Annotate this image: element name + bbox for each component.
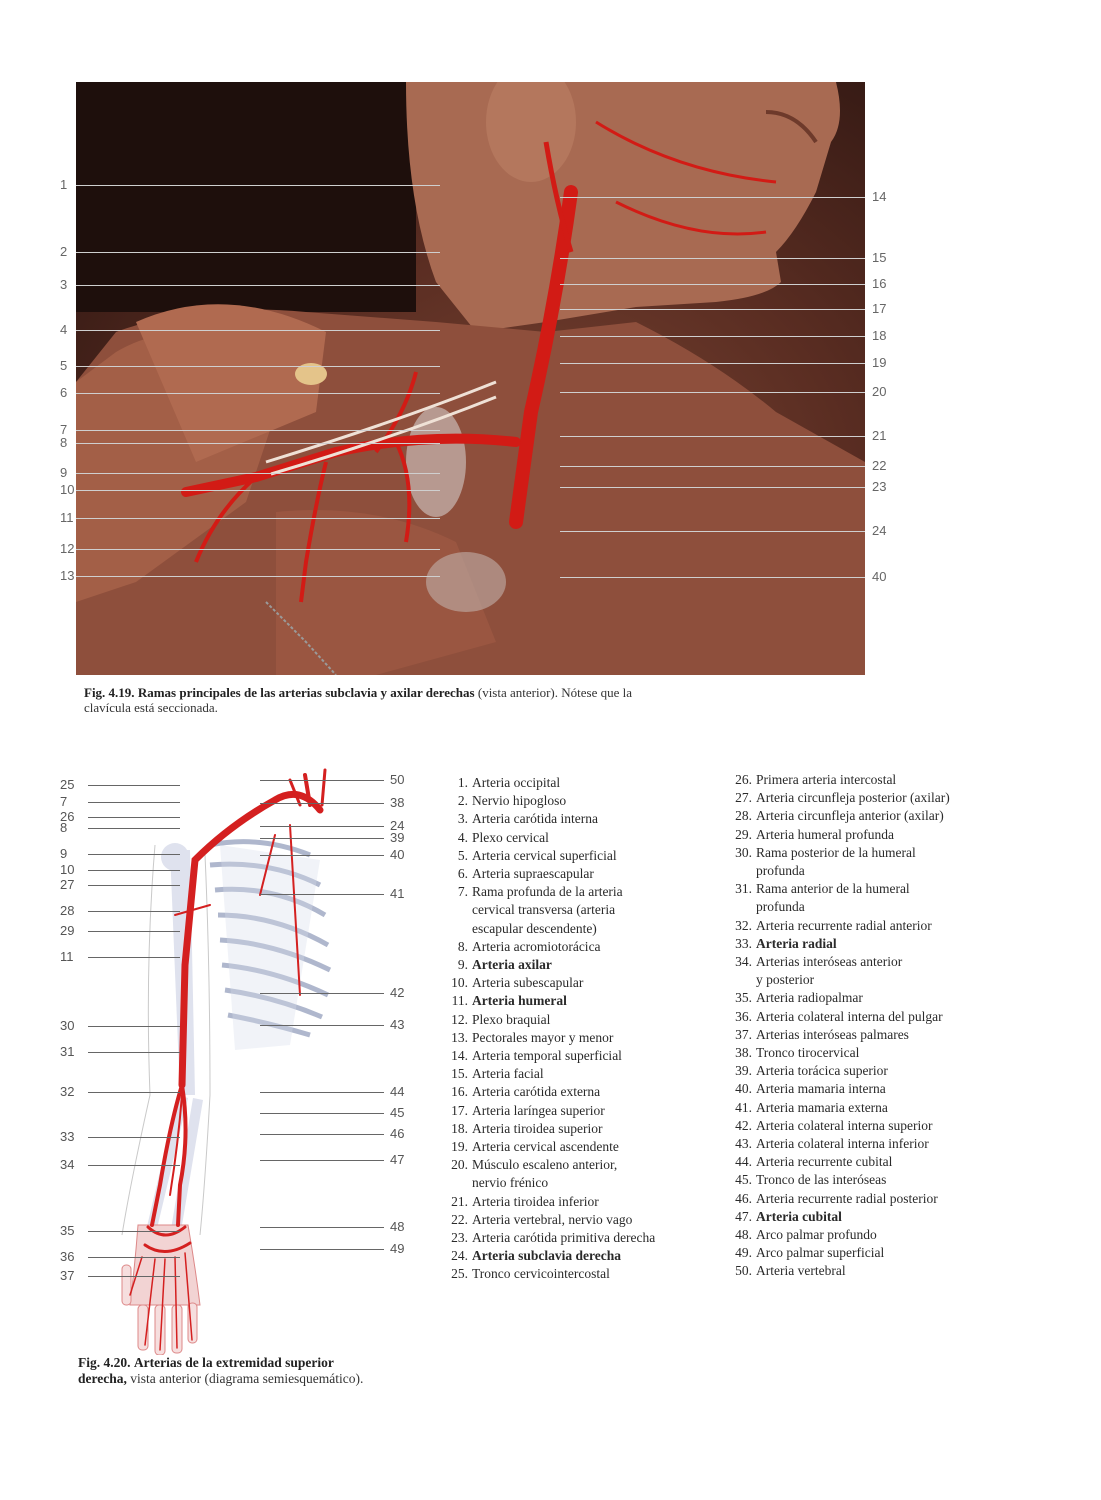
leader-number: 3 [60,277,68,292]
legend-item-number: 30. [735,844,752,860]
diagram-leader-number: 31 [60,1044,75,1059]
legend-item-number: 8. [457,938,468,954]
legend-item-number: 7. [457,884,468,900]
legend-column-2 [730,771,1050,1281]
legend-item-number: 1. [457,775,468,790]
legend-item-number: 9. [457,957,468,973]
leader-number: 17 [872,301,887,316]
legend-item-number: 19. [451,1139,468,1155]
legend-item [730,844,1050,862]
legend-item [730,880,1050,898]
diagram-leader-number: 38 [390,795,405,810]
legend-item-number: 14. [451,1048,468,1064]
legend-item-number: 16. [451,1084,468,1100]
diagram-leader-line [88,1257,180,1258]
legend-item-text: Arteria colateral interna inferior [756,1136,929,1152]
diagram-leader-line [88,1137,180,1138]
legend-item-number: 20. [451,1157,468,1173]
leader-number: 19 [872,355,887,370]
diagram-leader-number: 29 [60,923,75,938]
diagram-leader-line [260,1134,384,1135]
legend-item-number: 45. [735,1172,752,1188]
fig419-caption-bold: Ramas principales de las arterias subclavia y axilar derechas [137,685,475,700]
legend-item-text: Arteria mamaria interna [756,1081,886,1097]
legend-item [730,971,1050,989]
leader-line [560,466,865,467]
diagram-leader-number: 8 [60,820,68,835]
legend-item [446,901,726,919]
legend-item-text: Arteria occipital [472,775,561,790]
legend-item-number: 43. [735,1136,752,1152]
leader-number: 23 [872,479,887,494]
legend-item [446,1193,726,1211]
diagram-leader-number: 39 [390,830,405,845]
leader-line [76,366,440,367]
legend-item [730,1099,1050,1117]
fig420-caption-rest: vista anterior (diagrama semiesquemático). [126,1371,364,1386]
diagram-leader-line [88,931,180,932]
diagram-leader-number: 46 [390,1126,405,1141]
legend-item-text: Arteria carótida primitiva derecha [472,1230,656,1246]
legend-item-text: Plexo cervical [472,829,549,845]
legend-item-number: 13. [451,1029,468,1045]
leader-line [76,473,440,474]
diagram-leader-number: 36 [60,1249,75,1264]
legend-item [446,1011,726,1029]
leader-line [560,531,865,532]
diagram-leader-number: 30 [60,1018,75,1033]
legend-item [446,1120,726,1138]
legend-item-text: Músculo escaleno anterior, [472,1157,618,1173]
diagram-leader-line [260,1249,384,1250]
legend-item [730,1244,1050,1262]
diagram-leader-line [88,885,180,886]
diagram-leader-line [88,1276,180,1277]
diagram-leader-line [260,1227,384,1228]
leader-line [76,549,440,550]
diagram-leader-line [88,1231,180,1232]
legend-item-text: Arteria colateral interna superior [756,1117,933,1133]
legend-item [446,847,726,865]
legend-item-text: Arteria tiroidea superior [472,1120,603,1136]
diagram-leader-number: 33 [60,1129,75,1144]
legend-item-text: Tronco tirocervical [756,1045,860,1061]
fig419-caption [84,685,644,715]
legend-item-text: Arteria temporal superficial [472,1048,622,1064]
leader-line [560,487,865,488]
diagram-leader-line [88,1052,180,1053]
legend-item-number: 6. [457,866,468,882]
diagram-leader-number: 47 [390,1152,405,1167]
leader-line [76,443,440,444]
leader-number: 16 [872,276,887,291]
legend-item-text: Arteria cervical ascendente [472,1139,619,1155]
legend-item-text: Arteria cervical superficial [472,847,617,863]
diagram-leader-number: 24 [390,818,405,833]
legend-item-text: Arteria laríngea superior [472,1102,605,1118]
legend-item [446,883,726,901]
dissection-photo [76,82,865,675]
legend-item-number: 41. [735,1099,752,1115]
legend-item-number: 18. [451,1120,468,1136]
diagram-leader-line [260,803,384,804]
legend-item-number: 5. [457,847,468,863]
legend-item [446,1047,726,1065]
legend-item-text: Rama posterior de la humeral [756,844,916,860]
legend-item-text: Arteria radial [756,935,837,951]
diagram-leader-line [260,1113,384,1114]
fig420-caption-label: Fig. 4.20. [78,1355,131,1370]
legend-item [730,771,1050,789]
diagram-leader-line [260,826,384,827]
diagram-leader-line [260,780,384,781]
legend-item [446,1174,726,1192]
legend-item-number [730,971,756,989]
legend-item-text: Rama anterior de la humeral [756,881,910,897]
leader-number: 12 [60,541,75,556]
legend-item [730,1262,1050,1280]
legend-column-1 [446,774,726,1284]
legend-item-text: nervio frénico [472,1175,549,1191]
diagram-leader-number: 40 [390,847,405,862]
leader-number: 7 [60,422,68,437]
legend-item-text: Arteria vertebral, nervio vago [472,1211,633,1227]
dissection-illustration [76,82,865,675]
leader-line [560,258,865,259]
legend-item [730,1008,1050,1026]
legend-item-text: Arteria circunfleja anterior (axilar) [756,808,944,824]
legend-item-number: 46. [735,1190,752,1206]
legend-item-text: Arteria vertebral [756,1263,846,1279]
leader-line [560,336,865,337]
legend-item-text: y posterior [756,972,815,988]
legend-item [730,862,1050,880]
legend-item [730,1080,1050,1098]
legend-item-number [446,920,472,938]
legend-item [446,938,726,956]
legend-item-number: 22. [451,1211,468,1227]
legend-item [730,1062,1050,1080]
legend-item [446,792,726,810]
legend-item [446,920,726,938]
diagram-leader-line [88,854,180,855]
leader-line [76,430,440,431]
diagram-leader-line [260,993,384,994]
legend-item-text: Tronco cervicointercostal [472,1266,610,1282]
leader-line [76,393,440,394]
diagram-leader-number: 41 [390,886,405,901]
legend-item-number: 4. [457,829,468,845]
legend-item-number [446,1174,472,1192]
legend-item-text: Arterias interóseas anterior [756,954,903,970]
legend-item [446,1229,726,1247]
legend-item-number [730,862,756,880]
legend-item-text: Arteria carótida externa [472,1084,601,1100]
legend-item [446,774,726,792]
leader-number: 22 [872,458,887,473]
fig419-caption-label: Fig. 4.19. [84,685,135,700]
diagram-leader-number: 43 [390,1017,405,1032]
legend-item [730,826,1050,844]
legend-item-number: 38. [735,1045,752,1061]
legend-item-text: Arco palmar superficial [756,1245,885,1261]
legend-item [730,935,1050,953]
leader-number: 6 [60,385,68,400]
diagram-leader-number: 27 [60,877,75,892]
leader-number: 1 [60,177,68,192]
legend-item-number: 36. [735,1008,752,1024]
legend-item-text: Arteria radiopalmar [756,990,863,1006]
legend-item-number [730,898,756,916]
legend-item-number [446,901,472,919]
leader-line [76,490,440,491]
diagram-leader-line [88,828,180,829]
leader-number: 21 [872,428,887,443]
legend-item-text: Arteria subclavia derecha [472,1248,621,1264]
diagram-leader-line [88,802,180,803]
legend-item [730,1044,1050,1062]
legend-item-number: 23. [451,1230,468,1246]
legend-item [730,1117,1050,1135]
leader-line [560,284,865,285]
legend-item-number: 28. [735,808,752,824]
legend-item-number: 24. [451,1248,468,1264]
leader-number: 24 [872,523,887,538]
diagram-leader-number: 11 [60,949,74,964]
legend-item-text: profunda [756,863,805,879]
legend-item-text: Rama profunda de la arteria [472,884,623,900]
legend-item-number: 31. [735,881,752,897]
legend-item [446,1138,726,1156]
legend-item-text: Plexo braquial [472,1011,551,1027]
leader-number: 9 [60,465,68,480]
legend-item-number: 21. [451,1193,468,1209]
leader-number: 14 [872,189,887,204]
legend-item [730,1135,1050,1153]
legend-item-number: 35. [735,990,752,1006]
legend-item-number: 12. [451,1011,468,1027]
diagram-leader-number: 48 [390,1219,405,1234]
legend-item-text: Arco palmar profundo [756,1227,877,1243]
leader-number: 5 [60,358,68,373]
legend-item-text: Arteria carótida interna [472,811,598,827]
legend-item-text: Arteria recurrente radial anterior [756,917,932,933]
diagram-leader-number: 7 [60,794,68,809]
legend-item-number: 17. [451,1102,468,1118]
legend-item-text: Tronco de las interóseas [756,1172,887,1188]
leader-line [76,285,440,286]
legend-item-text: Arteria circunfleja posterior (axilar) [756,790,950,806]
legend-item-text: Arteria torácica superior [756,1063,888,1079]
leader-line [76,185,440,186]
diagram-leader-line [260,1092,384,1093]
diagram-leader-line [260,1160,384,1161]
legend-item [730,989,1050,1007]
diagram-leader-line [88,957,180,958]
legend-item-text: Arteria humeral [472,993,567,1009]
legend-item-text: Arteria humeral profunda [756,826,894,842]
legend-item-number: 25. [451,1266,468,1282]
diagram-leader-number: 26 [60,809,75,824]
legend-item-text: Nervio hipogloso [472,793,567,809]
legend-item [446,1211,726,1229]
leader-line [76,576,440,577]
diagram-leader-number: 44 [390,1084,405,1099]
legend-item [446,810,726,828]
legend-item-text: Arteria tiroidea inferior [472,1193,599,1209]
legend-item [446,1102,726,1120]
legend-item-text: Arteria cubital [756,1208,842,1224]
leader-number: 2 [60,244,68,259]
leader-number: 4 [60,322,68,337]
legend-item [730,1208,1050,1226]
leader-number: 8 [60,435,68,450]
legend-item-number: 15. [451,1066,468,1082]
legend-item-number: 39. [735,1063,752,1079]
legend-item [730,789,1050,807]
legend-item-number: 37. [735,1026,752,1042]
diagram-leader-line [88,911,180,912]
legend-item [730,1026,1050,1044]
legend-item-number: 32. [735,917,752,933]
diagram-leader-number: 37 [60,1268,75,1283]
leader-number: 18 [872,328,887,343]
diagram-leader-number: 45 [390,1105,405,1120]
legend-item [446,956,726,974]
legend-item-text: Primera arteria intercostal [756,772,897,787]
leader-line [560,392,865,393]
legend-item [730,1171,1050,1189]
diagram-leader-number: 42 [390,985,405,1000]
diagram-leader-number: 10 [60,862,75,877]
fig419-caption-rest: (vista anterior). Nótese que la clavícula está seccionada. [84,685,632,715]
legend-item-number: 33. [735,935,752,951]
leader-line [76,252,440,253]
legend-item-text: escapular descendente) [472,920,597,936]
legend-item-number: 48. [735,1227,752,1243]
legend-item [730,917,1050,935]
diagram-leader-number: 49 [390,1241,405,1256]
leader-number: 20 [872,384,887,399]
diagram-leader-line [88,1026,180,1027]
legend-item-number: 44. [735,1154,752,1170]
leader-line [560,363,865,364]
legend-item [446,829,726,847]
diagram-leader-number: 25 [60,777,75,792]
diagram-leader-line [88,870,180,871]
diagram-leader-line [260,894,384,895]
diagram-leader-number: 34 [60,1157,75,1172]
leader-number: 10 [60,482,75,497]
legend-item [730,807,1050,825]
legend-item-text: Arteria mamaria externa [756,1099,888,1115]
legend-item-number: 47. [735,1208,752,1224]
legend-item [446,1029,726,1047]
legend-item [730,898,1050,916]
legend-item-number: 10. [451,975,468,991]
diagram-leader-line [88,785,180,786]
diagram-leader-line [260,838,384,839]
legend-item-text: Arteria axilar [472,957,552,973]
leader-line [560,577,865,578]
legend-item [446,1247,726,1265]
legend-item [446,1065,726,1083]
leader-line [76,518,440,519]
legend-item-number: 40. [735,1081,752,1097]
legend-item [730,953,1050,971]
legend-item-number: 26. [735,772,752,787]
leader-number: 40 [872,569,887,584]
legend-item-number: 42. [735,1117,752,1133]
legend-item [730,1190,1050,1208]
legend-item [446,1156,726,1174]
legend-item-number: 27. [735,790,752,806]
legend-item-text: Arteria acromiotorácica [472,938,601,954]
leader-number: 15 [872,250,887,265]
legend-item-number: 3. [457,811,468,827]
legend-item [730,1226,1050,1244]
legend-item-text: Arteria supraescapular [472,866,594,882]
legend-item [446,1265,726,1283]
legend-item-number: 29. [735,826,752,842]
legend-item-text: Pectorales mayor y menor [472,1029,614,1045]
legend-item-text: Arteria recurrente radial posterior [756,1190,938,1206]
leader-number: 13 [60,568,75,583]
legend-item-text: Arteria facial [472,1066,544,1082]
diagram-leader-number: 32 [60,1084,75,1099]
legend-item-number: 50. [735,1263,752,1279]
diagram-leader-line [260,855,384,856]
diagram-leader-line [88,1165,180,1166]
legend-item [446,1083,726,1101]
diagram-leader-line [88,817,180,818]
diagram-leader-number: 50 [390,772,405,787]
legend-item-number: 2. [457,793,468,809]
fig420-caption-bold: Arterias de la extremidad superior derecha, [78,1355,334,1386]
legend-item-number: 34. [735,954,752,970]
leader-line [76,330,440,331]
leader-number: 11 [60,510,74,525]
legend-item-text: Arteria recurrente cubital [756,1154,893,1170]
legend-item-number: 49. [735,1245,752,1261]
legend-item [446,974,726,992]
fig420-caption [78,1355,378,1387]
diagram-leader-number: 9 [60,846,68,861]
legend-item-text: Arteria subescapular [472,975,584,991]
legend-item-number: 11. [451,993,468,1009]
leader-line [560,309,865,310]
diagram-leader-number: 28 [60,903,75,918]
legend-item [730,1153,1050,1171]
diagram-leader-line [260,1025,384,1026]
legend-item [446,865,726,883]
legend-item-text: cervical transversa (arteria [472,902,616,918]
diagram-leader-line [88,1092,180,1093]
leader-line [560,197,865,198]
legend-item [446,992,726,1010]
legend-item-text: Arteria colateral interna del pulgar [756,1008,943,1024]
diagram-leader-number: 35 [60,1223,75,1238]
leader-line [560,436,865,437]
legend-item-text: profunda [756,899,805,915]
legend-item-text: Arterias interóseas palmares [756,1026,909,1042]
